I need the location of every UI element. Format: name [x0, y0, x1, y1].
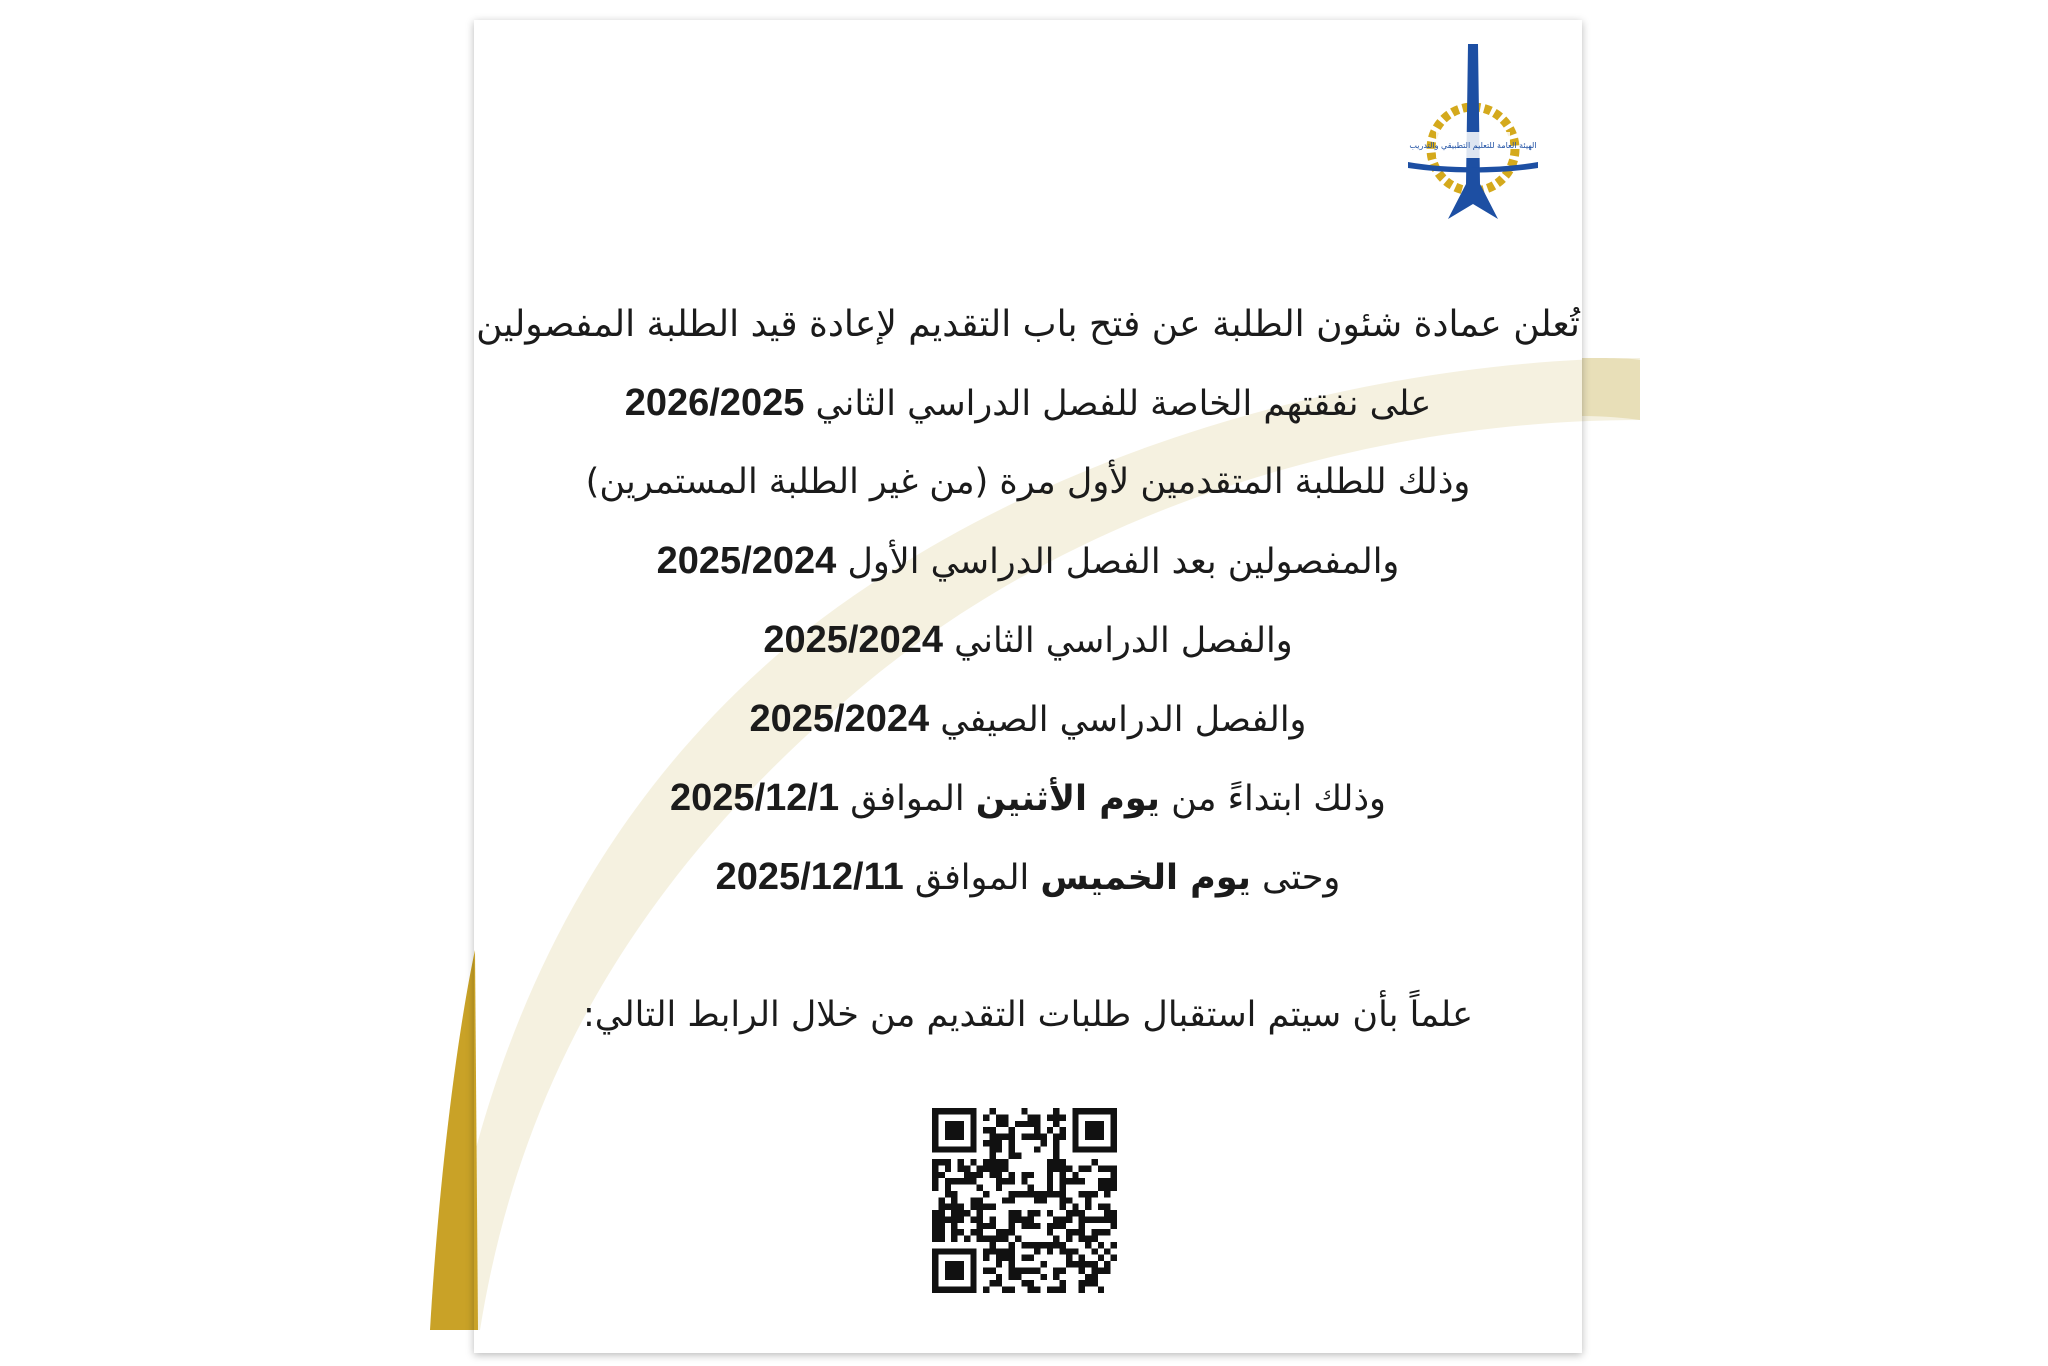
line-2	[474, 364, 1582, 443]
line-2-text: على نفقتهم الخاصة للفصل الدراسي الثاني	[815, 384, 1432, 424]
line-5-year: 2025/2024	[763, 619, 943, 661]
line-6-text: والفصل الدراسي الصيفي	[940, 700, 1307, 740]
line-7	[474, 759, 1582, 838]
announcement-body	[474, 285, 1582, 917]
line-4	[474, 522, 1582, 601]
institution-emblem-icon	[1398, 44, 1548, 224]
line-8-word: الموافق	[914, 858, 1030, 898]
line-7-day: يوم الأثنين	[975, 779, 1160, 819]
line-5	[474, 601, 1582, 680]
line-7-word: الموافق	[850, 779, 965, 819]
line-7-date: 2025/12/1	[670, 777, 840, 819]
line-5-text: والفصل الدراسي الثاني	[954, 621, 1293, 661]
registration-note: علماً بأن سيتم استقبال طلبات التقديم من خلال الرابط التالي:	[583, 995, 1473, 1035]
line-4-year: 2025/2024	[656, 540, 837, 582]
line-8-date: 2025/12/11	[715, 856, 904, 898]
line-6	[474, 680, 1582, 759]
line-4-text: والمفصولين بعد الفصل الدراسي الأول	[847, 542, 1400, 582]
line-7-prefix: وذلك ابتداءً من	[1171, 779, 1386, 819]
line-1: تُعلن عمادة شئون الطلبة عن فتح باب التقديم لإعادة قيد الطلبة المفصولين	[476, 304, 1580, 345]
line-3: وذلك للطلبة المتقدمين لأول مرة (من غير الطلبة المستمرين)	[585, 462, 1471, 502]
line-8-prefix: وحتى	[1262, 858, 1341, 898]
qr-code-icon[interactable]	[932, 1108, 1117, 1293]
logo-text: الهيئة العامة للتعليم التطبيقي والتدريب	[1409, 141, 1537, 150]
line-6-year: 2025/2024	[749, 698, 930, 740]
line-8-day: يوم الخميس	[1040, 858, 1251, 898]
line-2-year: 2026/2025	[624, 382, 805, 424]
line-8	[474, 838, 1582, 917]
